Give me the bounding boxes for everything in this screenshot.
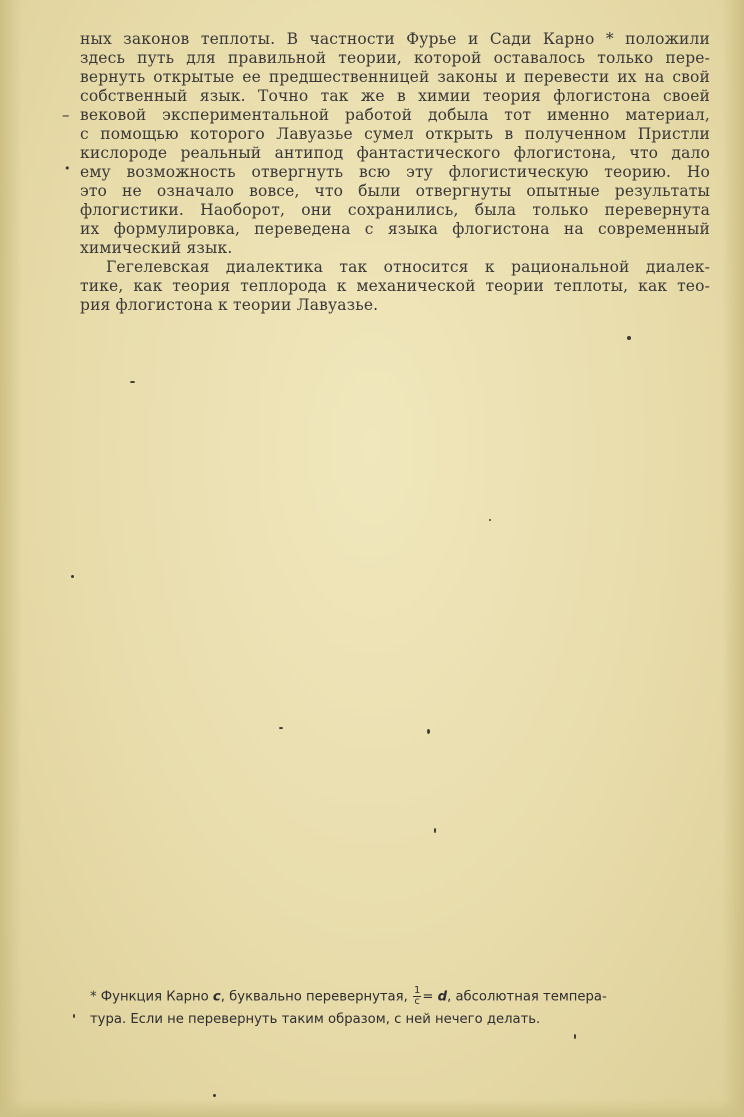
footnote-text: , буквально перевернутая, — [220, 989, 408, 1005]
text-line: Гегелевская диалектика так относится к рациональной диалек- — [106, 258, 710, 276]
scan-speck — [213, 1094, 216, 1097]
text-line: их формулировка, переведена с языка флогистона на современный — [80, 220, 710, 238]
margin-dot-mark: • — [64, 162, 71, 175]
text-line: вернуть открытые ее предшественницей законы и перевести их на свой — [80, 68, 710, 86]
main-text — [80, 30, 710, 315]
scan-speck — [574, 1034, 576, 1039]
footnote-text: Функция Карно — [100, 989, 209, 1005]
text-line: вековой экспериментальной работой добыла тот именно материал, — [80, 106, 710, 124]
scan-speck — [71, 575, 74, 578]
footnote-equals: = — [422, 989, 434, 1005]
text-line: с помощью которого Лавуазье сумел открыть в полученном Пристли — [80, 125, 710, 143]
footnote — [90, 986, 710, 1031]
scan-speck — [279, 727, 283, 729]
text-line: это не означало вовсе, что были отвергнуты опытные результаты — [80, 182, 710, 200]
text-line: кислороде реальный антипод фантастического флогистона, что дало — [80, 144, 710, 162]
paragraph-2 — [80, 258, 710, 315]
scan-speck — [627, 336, 631, 340]
text-line: ему возможность отвергнуть всю эту флогистическую теорию. Но — [80, 163, 710, 181]
paragraph-1 — [80, 30, 710, 258]
scan-speck — [489, 519, 491, 521]
text-line: здесь путь для правильной теории, которой оставалось только пере- — [80, 49, 710, 67]
text-line: флогистики. Наоборот, они сохранились, была только перевернута — [80, 201, 710, 219]
footnote-text: , абсолютная темпера- — [447, 989, 607, 1005]
page-edge-left — [0, 0, 22, 1117]
footnote-line-2: тура. Если не перевернуть таким образом, с ней нечего делать. — [90, 1011, 541, 1027]
scan-speck — [434, 828, 436, 833]
fraction-denominator: c — [414, 996, 420, 1007]
footnote-marker: * — [90, 989, 97, 1005]
text-line: химический язык. — [80, 239, 233, 257]
text-line: собственный язык. Точно так же в химии теория флогистона своей — [80, 87, 710, 105]
footnote-line-1 — [90, 986, 710, 1009]
fraction — [413, 986, 421, 1007]
fraction-numerator: 1 — [413, 985, 421, 996]
scan-speck — [73, 1014, 75, 1018]
footnote-variable-c: c — [212, 989, 221, 1005]
text-line: рия флогистона к теории Лавуазье. — [80, 296, 379, 314]
page-edge-bottom — [0, 1099, 744, 1117]
margin-dash-mark: – — [62, 106, 70, 124]
text-line: ных законов теплоты. В частности Фурье и Сади Карно * положили — [80, 30, 710, 48]
scan-speck — [130, 381, 135, 383]
footnote-variable-d: d — [437, 989, 448, 1005]
page-edge-right — [722, 0, 744, 1117]
scan-speck — [427, 729, 430, 734]
text-line: тике, как теория теплорода к механической теории теплоты, как тео- — [80, 277, 710, 295]
